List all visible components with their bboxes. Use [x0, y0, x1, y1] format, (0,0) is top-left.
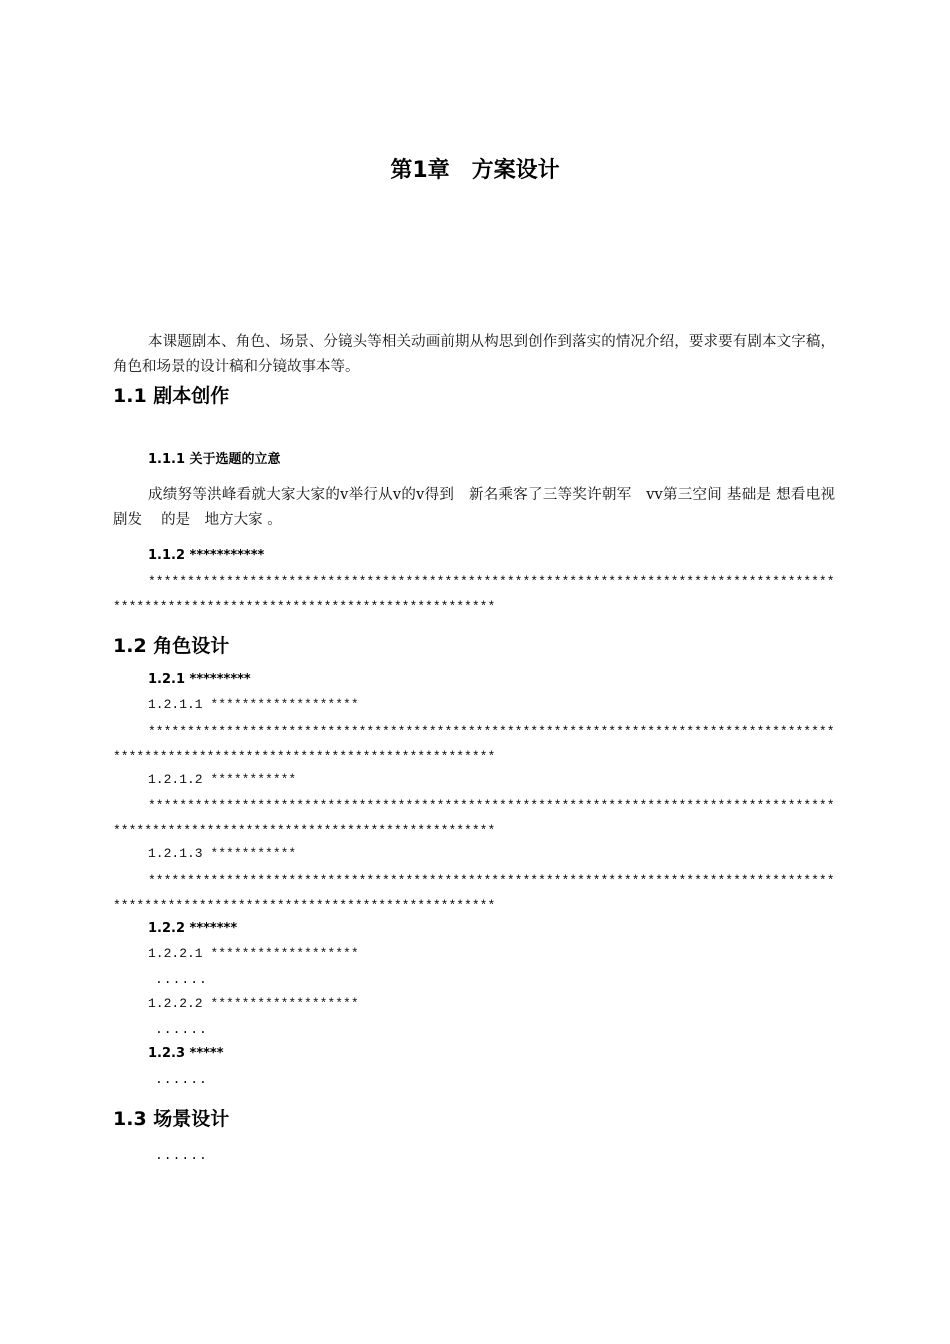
section-1-1-1-body: 成绩努等洪峰看就大家大家的v举行从v的v得到 新名乘客了三等奖许朝军 vv第三空间 基础是 想看电视剧发 的是 地方大家 。	[113, 487, 835, 528]
section-1-1-2-body: *****************************************************************************************************************************************	[113, 574, 835, 614]
section-1-2-1-1-body: *****************************************************************************************************************************************	[113, 724, 835, 764]
section-1-2-2-1-heading: 1.2.2.1 *******************	[148, 946, 359, 961]
section-1-2-2-heading: 1.2.2 *******	[148, 921, 238, 936]
section-1-2-2-2-heading: 1.2.2.2 *******************	[148, 996, 359, 1011]
section-1-2-1-2-heading: 1.2.1.2 ***********	[148, 772, 297, 787]
section-1-1-heading: 1.1 剧本创作	[113, 385, 230, 407]
section-1-2-3-body: ......	[155, 1072, 208, 1087]
section-1-2-1-heading: 1.2.1 *********	[148, 672, 251, 687]
section-1-2-1-1-heading: 1.2.1.1 *******************	[148, 697, 359, 712]
section-1-2-heading: 1.2 角色设计	[113, 635, 230, 657]
section-1-2-3-heading: 1.2.3 *****	[148, 1046, 224, 1061]
section-1-2-1-3-heading: 1.2.1.3 ***********	[148, 846, 297, 861]
chapter-title: 第1章 方案设计	[390, 158, 560, 183]
section-1-1-1-heading: 1.1.1 关于选题的立意	[148, 452, 281, 467]
section-1-2-2-2-body: ......	[155, 1022, 208, 1037]
section-1-3-body: ......	[155, 1148, 208, 1163]
section-1-3-heading: 1.3 场景设计	[113, 1108, 230, 1130]
section-1-2-2-1-body: ......	[155, 972, 208, 987]
section-1-1-2-heading: 1.1.2 ***********	[148, 548, 265, 563]
intro-paragraph: 本课题剧本、角色、场景、分镜头等相关动画前期从构思到创作到落实的情况介绍，要求要有剧本文字稿，角色和场景的设计稿和分镜故事本等。	[113, 334, 835, 375]
section-1-2-1-3-body: *****************************************************************************************************************************************	[113, 873, 835, 913]
section-1-2-1-2-body: *****************************************************************************************************************************************	[113, 798, 835, 838]
